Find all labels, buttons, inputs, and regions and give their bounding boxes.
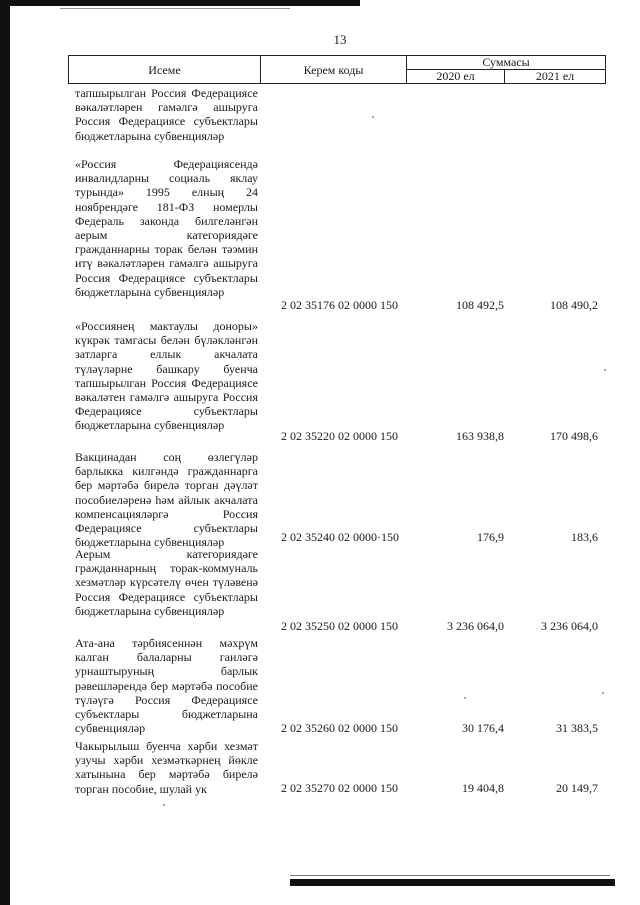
scan-speck: [464, 697, 466, 699]
row-name: «Россиянең мактаулы доноры» күкрәк тамгасы белән бүләкләнгән затларга еллык акчалата түләүләрне башкару буенча тапшырылган Россия Федерациясе вәкаләтен гамәлгә ашыруга Россия Федерациясе субъектлары бюджетларына субвенцияләр: [75, 319, 258, 433]
scan-line-top: [60, 8, 290, 9]
scan-speck: [604, 369, 606, 371]
row-amount-2021: 3 236 064,0: [541, 619, 598, 633]
row-name: Ата-ана тәрбиясеннән мәхрүм калган балаларны гаиләгә урнаштыруның барлык рәвешләрендә бер мәртәбә пособие түләүгә Россия Федерациясе субъектлары бюджетларына субвенцияләр: [75, 636, 258, 736]
scan-edge-top: [0, 0, 360, 6]
row-name: Аерым категориядәге гражданнарның торак-коммуналь хезмәтләр күрсәтелү өчен түләвенә Россия Федерациясе субъектлары бюджетларына субвенцияләр: [75, 547, 258, 618]
row-name: «Россия Федерациясендә инвалидларны социаль яклау турында» 1995 елның 24 ноябрендәге 181-ФЗ номерлы Федераль законда билгеләнгән аерым категориядәге гражданнарны торак белән тәэмин итү вәкаләтләрен гамәлгә ашыруга Россия Федерациясе субъектлары бюджетларына субвенцияләр: [75, 157, 258, 299]
row-code: 2 02 35260 02 0000 150: [281, 721, 398, 735]
row-amount-2021: 170 498,6: [550, 429, 598, 443]
scan-speck: [602, 692, 604, 694]
header-year2: 2021 ел: [535, 69, 575, 83]
scan-edge-left: [0, 0, 10, 905]
row-amount-2021: 20 149,7: [556, 781, 598, 795]
row-amount-2021: 108 490,2: [550, 298, 598, 312]
row-amount-2020: 30 176,4: [462, 721, 504, 735]
scan-speck: [372, 116, 374, 118]
row-code: 2 02 35270 02 0000 150: [281, 781, 398, 795]
header-name: Исеме: [148, 63, 181, 77]
header-code: Керем коды: [303, 63, 364, 77]
row-name: Чакырылыш буенча хәрби хезмәт узучы хәрби хезмәткәрнең йөкле хатынына бер мәртәбә бирелә торган пособие, шулай ук: [75, 739, 258, 796]
page-number: 13: [333, 32, 347, 47]
header-amount: Суммасы: [482, 55, 530, 69]
row-amount-2021: 31 383,5: [556, 721, 598, 735]
row-amount-2020: 176,9: [477, 530, 504, 544]
row-amount-2020: 108 492,5: [456, 298, 504, 312]
row-code: 2 02 35240 02 0000·150: [281, 530, 399, 544]
row-code: 2 02 35250 02 0000 150: [281, 619, 398, 633]
row-amount-2020: 163 938,8: [456, 429, 504, 443]
row-amount-2021: 183,6: [571, 530, 598, 544]
row-name: Вакцинадан соң өзлегүләр барлыкка килгәндә гражданнарга бер мәртәбә бирелә торган дәүләт пособиеләренә һәм айлык акчалата компенсацияләргә Россия Федерациясе субъектлары бюджетларына субвенцияләр: [75, 450, 258, 550]
row-code: 2 02 35220 02 0000 150: [281, 429, 398, 443]
scan-line-bottom: [290, 875, 610, 876]
row-name: тапшырылган Россия Федерациясе вәкаләтләрен гамәлгә ашыруга Россия Федерациясе субъектлары бюджетларына субвенцияләр: [75, 86, 258, 143]
row-amount-2020: 3 236 064,0: [447, 619, 504, 633]
scan-speck: [163, 804, 165, 806]
scan-edge-bottom: [290, 879, 615, 886]
header-year1: 2020 ел: [436, 69, 475, 83]
row-amount-2020: 19 404,8: [462, 781, 504, 795]
row-code: 2 02 35176 02 0000 150: [281, 298, 398, 312]
